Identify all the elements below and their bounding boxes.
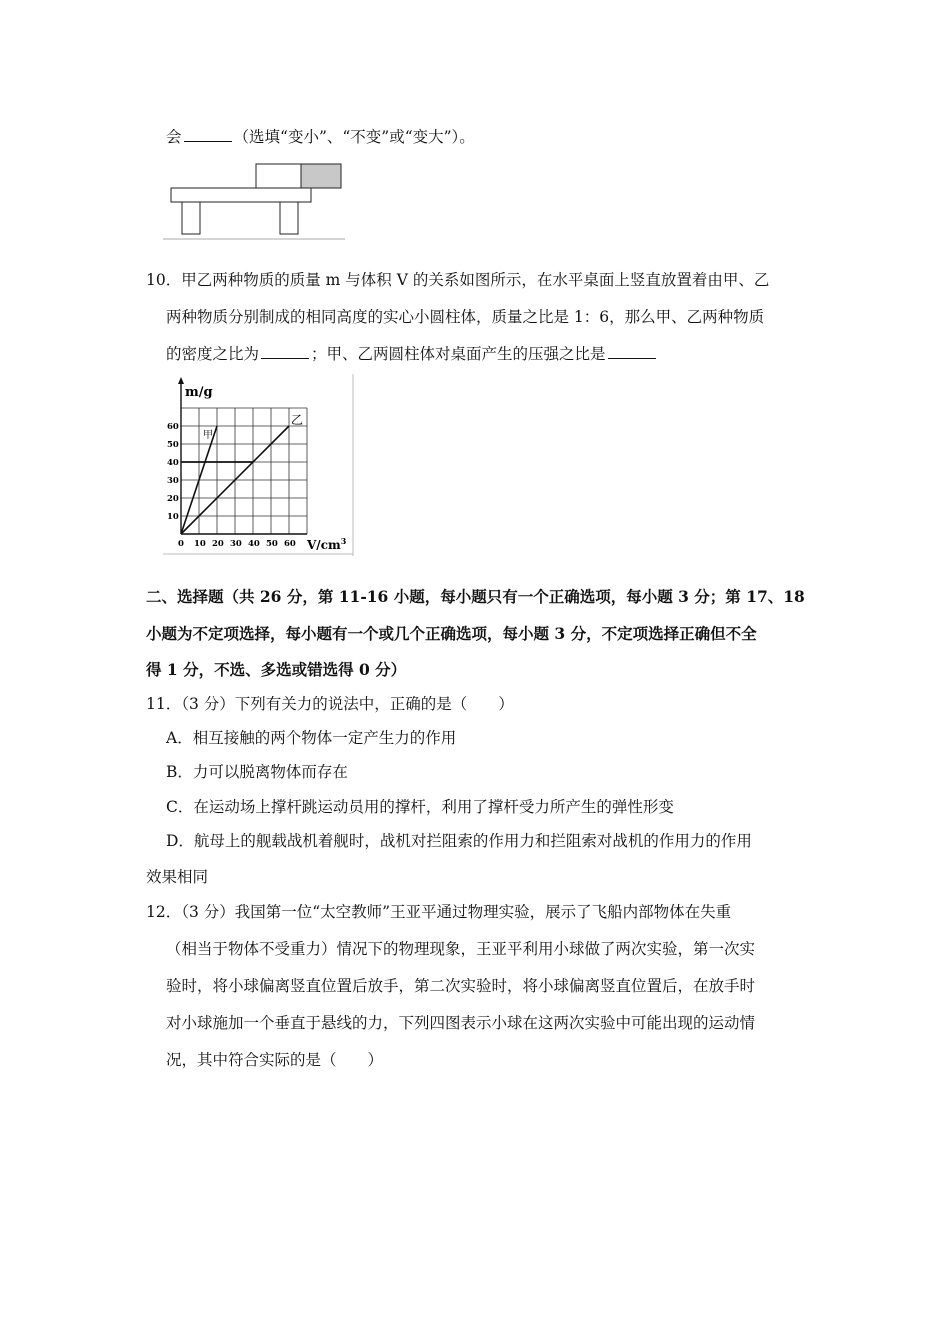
x-tick-label: 20 bbox=[212, 539, 224, 549]
answer-blank[interactable] bbox=[184, 127, 232, 142]
chart-axes bbox=[178, 377, 307, 534]
q11-option-d[interactable]: D．航母上的舰载战机着舰时，战机对拦阻索的作用力和拦阻索对战机的作用力的作用 bbox=[166, 832, 752, 850]
x-tick-label: 0 bbox=[178, 539, 184, 549]
x-tick-label: 60 bbox=[284, 539, 296, 549]
q12-line-5: 况，其中符合实际的是（ ） bbox=[166, 1051, 384, 1069]
series-label-jia: 甲 bbox=[203, 430, 213, 441]
y-tick-label: 30 bbox=[167, 476, 179, 486]
q12-line-4: 对小球施加一个垂直于悬线的力，下列四图表示小球在这两次实验中可能出现的运动情 bbox=[166, 1014, 756, 1032]
q12-line-2: （相当于物体不受重力）情况下的物理现象，王亚平利用小球做了两次实验，第一次实 bbox=[166, 940, 756, 958]
block-white bbox=[256, 164, 301, 188]
y-tick-label: 40 bbox=[167, 458, 179, 468]
table-leg-left bbox=[182, 202, 200, 234]
x-axis-label: $V/cm^3$ bbox=[307, 536, 347, 552]
q10-line-1: 10．甲乙两种物质的质量 m 与体积 V 的关系如图所示，在水平桌面上竖直放置着由甲、乙 bbox=[146, 271, 770, 289]
q12-line-3: 验时，将小球偏离竖直位置后放手，第二次实验时，将小球偏离竖直位置后，在放手时 bbox=[166, 977, 756, 995]
x-tick-label: 30 bbox=[230, 539, 242, 549]
q9-tail-after: （选填“变小”、“不变”或“变大”）。 bbox=[233, 128, 475, 146]
q10-line-3a: 的密度之比为 bbox=[166, 345, 260, 363]
mass-volume-chart bbox=[163, 374, 355, 556]
q11-option-d-cont: 效果相同 bbox=[146, 868, 209, 886]
q9-tail-before: 会 bbox=[166, 128, 182, 146]
x-tick-label: 40 bbox=[248, 539, 260, 549]
y-axis-arrow bbox=[178, 377, 184, 384]
q10-line-3 bbox=[166, 344, 658, 364]
x-tick-label: 50 bbox=[266, 539, 278, 549]
block-gray bbox=[301, 164, 341, 188]
q9-tail-line bbox=[166, 127, 475, 147]
chart-ticks bbox=[167, 422, 296, 549]
section2-line-1: 二、选择题（共 26 分，第 11-16 小题，每小题只有一个正确选项，每小题 3 分；第 17、18 bbox=[146, 587, 805, 606]
y-tick-label: 50 bbox=[167, 440, 179, 450]
x-tick-label: 10 bbox=[194, 539, 206, 549]
q11-option-b[interactable]: B．力可以脱离物体而存在 bbox=[166, 763, 348, 781]
q11-stem: 11．（3 分）下列有关力的说法中，正确的是（ ） bbox=[146, 695, 514, 713]
series-label-yi: 乙 bbox=[291, 413, 304, 427]
table-blocks-figure bbox=[163, 160, 348, 242]
section2-line-3: 得 1 分，不选、多选或错选得 0 分） bbox=[146, 660, 407, 679]
section2-line-2: 小题为不定项选择，每小题有一个或几个正确选项，每小题 3 分，不定项选择正确但不全 bbox=[146, 624, 757, 643]
answer-blank-density[interactable] bbox=[261, 344, 309, 359]
tabletop bbox=[171, 188, 311, 202]
y-tick-label: 20 bbox=[167, 494, 179, 504]
q12-line-1: 12．（3 分）我国第一位“太空教师”王亚平通过物理实验，展示了飞船内部物体在失重 bbox=[146, 903, 732, 921]
answer-blank-pressure[interactable] bbox=[608, 344, 656, 359]
table-leg-right bbox=[280, 202, 298, 234]
q11-option-c[interactable]: C．在运动场上撑杆跳运动员用的撑杆，利用了撑杆受力所产生的弹性形变 bbox=[166, 798, 674, 816]
q10-line-3b: ；甲、乙两圆柱体对桌面产生的压强之比是 bbox=[311, 345, 606, 363]
q11-option-a[interactable]: A．相互接触的两个物体一定产生力的作用 bbox=[166, 729, 457, 747]
q10-line-2: 两种物质分别制成的相同高度的实心小圆柱体，质量之比是 1：6，那么甲、乙两种物质 bbox=[166, 308, 765, 326]
y-tick-label: 60 bbox=[167, 422, 179, 432]
y-tick-label: 10 bbox=[167, 512, 179, 522]
y-axis-label: m/g bbox=[185, 385, 213, 400]
